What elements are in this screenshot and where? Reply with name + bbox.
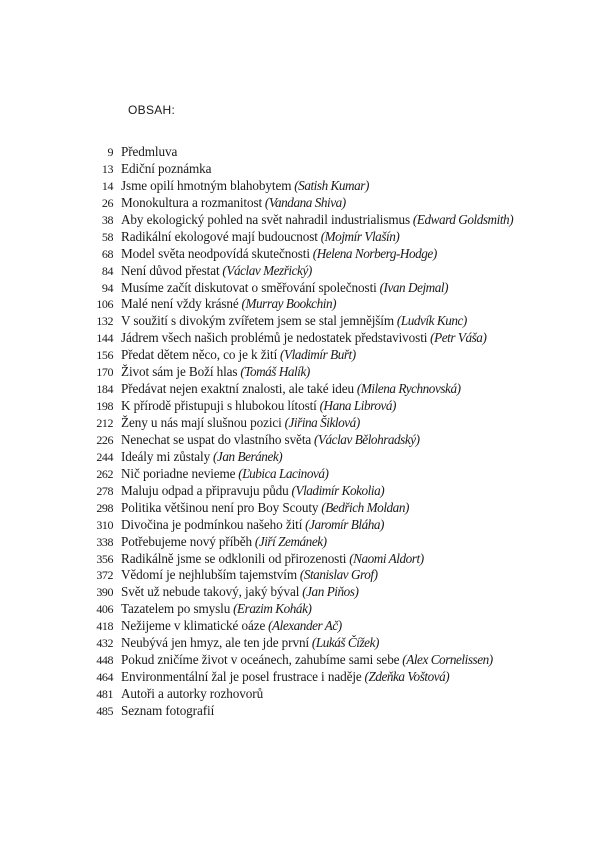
toc-author-open-paren: ( bbox=[427, 330, 435, 346]
toc-page-number: 184 bbox=[96, 382, 113, 397]
toc-author-close-paren: ) bbox=[395, 228, 400, 244]
toc-entry-title: Pokud zničíme život v oceánech, zahubíme sami sebe bbox=[121, 652, 400, 668]
toc-author-close-paren: ) bbox=[341, 194, 346, 210]
toc-author-open-paren: ( bbox=[262, 194, 269, 210]
toc-page-number: 338 bbox=[96, 534, 113, 549]
toc-entry bbox=[0, 246, 600, 263]
toc-author-close-paren: ) bbox=[392, 398, 396, 414]
toc-entry-title: Ediční poznámka bbox=[121, 160, 212, 176]
toc-entry-title: Potřebujeme nový příběh bbox=[121, 533, 253, 549]
toc-author-close-paren: ) bbox=[307, 601, 312, 617]
toc-entry bbox=[0, 161, 600, 178]
toc-entry bbox=[0, 551, 600, 568]
toc-entry-title: Politika většinou není pro Boy Scouty bbox=[121, 499, 319, 515]
toc-entry-title: Model světa neodpovídá skutečnosti bbox=[121, 245, 310, 261]
toc-page-number: 485 bbox=[96, 703, 113, 718]
toc-author-open-paren: ( bbox=[354, 381, 361, 397]
toc-entry-author: Satish Kumar bbox=[298, 177, 365, 193]
toc-page-number: 464 bbox=[96, 670, 113, 685]
toc-author-open-paren: ( bbox=[394, 313, 401, 329]
toc-author-open-paren: ( bbox=[265, 618, 273, 634]
toc-entry-title: Divočina je podmínkou našeho žití bbox=[121, 516, 303, 532]
toc-page-number: 9 bbox=[107, 145, 113, 159]
toc-entry-author: Helena Norberg-Hodge bbox=[316, 245, 433, 261]
toc-page-number: 278 bbox=[96, 483, 113, 498]
toc-entry-title: Monokultura a rozmanitost bbox=[121, 194, 263, 210]
toc-entry bbox=[0, 432, 600, 449]
toc-entry-author: Alex Cornelissen bbox=[406, 652, 489, 668]
toc-entry bbox=[0, 686, 600, 703]
toc-entry-title: Radikálně jsme se odklonili od přirozenosti bbox=[121, 550, 347, 566]
toc-entry bbox=[0, 313, 600, 330]
toc-entry bbox=[0, 229, 600, 246]
toc-entry bbox=[0, 584, 600, 601]
toc-heading: OBSAH: bbox=[128, 103, 176, 117]
toc-entry bbox=[0, 449, 600, 466]
toc-entry-author: Jiřina Šiklová bbox=[288, 415, 356, 430]
toc-entry bbox=[0, 483, 600, 500]
toc-entry-title: Svět už nebude takový, jaký býval bbox=[121, 584, 300, 600]
toc-entry bbox=[0, 703, 600, 720]
toc-author-close-paren: ) bbox=[415, 431, 420, 447]
toc-entry-author: Mojmír Vlašín bbox=[324, 228, 396, 244]
toc-author-close-paren: ) bbox=[444, 279, 449, 295]
toc-author-open-paren: ( bbox=[210, 448, 217, 464]
toc-entry bbox=[0, 669, 600, 686]
toc-entry-title: Malé není vždy krásné bbox=[121, 296, 239, 312]
toc-author-close-paren: ) bbox=[445, 669, 450, 685]
toc-page-number: 406 bbox=[96, 602, 113, 617]
toc-page-number: 14 bbox=[101, 178, 113, 193]
toc-author-close-paren: ) bbox=[373, 567, 378, 583]
toc-author-close-paren: ) bbox=[462, 313, 467, 329]
toc-author-close-paren: ) bbox=[380, 482, 385, 498]
toc-author-open-paren: ( bbox=[299, 584, 307, 600]
toc-author-open-paren: ( bbox=[291, 177, 299, 193]
toc-entry-title: Nič poriadne nevieme bbox=[121, 465, 236, 481]
toc-entry bbox=[0, 398, 600, 415]
toc-author-open-paren: ( bbox=[346, 550, 354, 566]
toc-author-open-paren: ( bbox=[252, 533, 259, 549]
toc-entry bbox=[0, 263, 600, 280]
toc-page-number: 106 bbox=[96, 297, 113, 312]
toc-author-close-paren: ) bbox=[488, 652, 493, 668]
toc-page-number: 390 bbox=[96, 585, 113, 600]
toc-entry-author: Vladimír Kokolia bbox=[295, 482, 381, 498]
toc-author-open-paren: ( bbox=[302, 516, 310, 532]
toc-entry-author: Stanislav Grof bbox=[303, 567, 374, 583]
toc-entry-author: Bedřich Moldan bbox=[325, 499, 405, 515]
toc-page-number: 144 bbox=[96, 331, 113, 346]
toc-author-open-paren: ( bbox=[318, 499, 326, 515]
toc-entry bbox=[0, 466, 600, 483]
toc-entry bbox=[0, 178, 600, 195]
toc-page-number: 13 bbox=[101, 161, 113, 176]
toc-entry-author: Jaromír Bláha bbox=[309, 516, 381, 532]
toc-author-close-paren: ) bbox=[351, 347, 356, 363]
toc-entry-title: Jsme opilí hmotným blahobytem bbox=[121, 177, 292, 193]
toc-entry-title: Předat dětem něco, co je k žití bbox=[121, 347, 278, 363]
toc-entry-author: Petr Váša bbox=[434, 330, 483, 346]
toc-entry-title: V soužití s divokým zvířetem jsem se stal jemnějším bbox=[121, 313, 395, 329]
toc-author-close-paren: ) bbox=[322, 533, 327, 549]
toc-entry-title: Jádrem všech našich problémů je nedostatek představivosti bbox=[121, 330, 428, 346]
toc-author-open-paren: ( bbox=[219, 262, 227, 278]
toc-entry bbox=[0, 500, 600, 517]
toc-entry bbox=[0, 212, 600, 229]
toc-entry-author: Hana Librová bbox=[323, 398, 393, 414]
toc-author-open-paren: ( bbox=[311, 431, 318, 447]
toc-entry-author: Naomi Aldort bbox=[353, 550, 420, 566]
toc-entry bbox=[0, 652, 600, 669]
toc-entry bbox=[0, 195, 600, 212]
toc-entry bbox=[0, 364, 600, 381]
toc-entry bbox=[0, 567, 600, 584]
toc-page-number: 262 bbox=[96, 466, 113, 481]
toc-author-open-paren: ( bbox=[309, 635, 316, 651]
toc-entry-author: Vandana Shiva bbox=[268, 194, 342, 210]
toc-entry-title: Ideály mi zůstaly bbox=[121, 448, 211, 464]
toc-entry-author: Jan Beránek bbox=[216, 448, 279, 464]
toc-entry-title: Musíme začít diskutovat o směřování společnosti bbox=[121, 279, 377, 295]
toc-page-number: 38 bbox=[101, 212, 113, 227]
toc-author-close-paren: ) bbox=[355, 415, 360, 430]
toc-entry bbox=[0, 381, 600, 398]
toc-author-close-paren: ) bbox=[305, 364, 310, 380]
toc-page-number: 432 bbox=[96, 636, 113, 651]
toc-author-open-paren: ( bbox=[230, 601, 238, 617]
toc-entry-title: Nežijeme v klimatické oáze bbox=[121, 618, 266, 634]
toc-entry-title: Maluju odpad a připravuju půdu bbox=[121, 482, 289, 498]
toc-page-number: 26 bbox=[101, 195, 113, 210]
toc-entry-title: Ženy u nás mají slušnou pozici bbox=[121, 415, 282, 430]
toc-entry bbox=[0, 347, 600, 364]
toc-page-number: 448 bbox=[96, 653, 113, 668]
toc-author-close-paren: ) bbox=[332, 296, 337, 312]
toc-author-open-paren: ( bbox=[376, 279, 384, 295]
toc-author-close-paren: ) bbox=[509, 211, 514, 227]
toc-author-open-paren: ( bbox=[317, 228, 325, 244]
toc-author-open-paren: ( bbox=[399, 652, 407, 668]
toc-entry-author: Milena Rychnovská bbox=[360, 381, 457, 397]
toc-entry-title: Tazatelem po smyslu bbox=[121, 601, 231, 617]
toc-author-open-paren: ( bbox=[238, 296, 246, 312]
toc-page-number: 226 bbox=[96, 432, 113, 447]
toc-author-open-paren: ( bbox=[235, 465, 243, 481]
toc-entry-title: Vědomí je nejhlubším tajemstvím bbox=[121, 567, 298, 583]
table-of-contents bbox=[0, 144, 600, 720]
toc-page-number: 372 bbox=[96, 568, 113, 583]
toc-entry-title: Předmluva bbox=[121, 144, 178, 159]
toc-author-open-paren: ( bbox=[410, 211, 417, 227]
toc-page-number: 212 bbox=[96, 416, 113, 430]
toc-entry bbox=[0, 144, 600, 161]
toc-page-number: 68 bbox=[101, 246, 113, 261]
toc-author-open-paren: ( bbox=[288, 482, 296, 498]
toc-author-close-paren: ) bbox=[404, 499, 409, 515]
toc-page-number: 58 bbox=[101, 229, 113, 244]
toc-entry bbox=[0, 280, 600, 297]
toc-page-number: 170 bbox=[96, 365, 113, 380]
toc-author-close-paren: ) bbox=[374, 635, 379, 651]
toc-author-open-paren: ( bbox=[237, 364, 245, 380]
toc-entry-author: Erazim Kohák bbox=[237, 601, 308, 617]
toc-entry-title: Autoři a autorky rozhovorů bbox=[121, 686, 264, 701]
toc-entry-title: Nenechat se uspat do vlastního světa bbox=[121, 431, 312, 447]
toc-entry-author: Ivan Dejmal bbox=[383, 279, 445, 295]
toc-page-number: 356 bbox=[96, 551, 113, 566]
toc-author-close-paren: ) bbox=[337, 618, 342, 634]
toc-entry bbox=[0, 415, 600, 432]
toc-author-close-paren: ) bbox=[419, 550, 424, 566]
toc-entry bbox=[0, 635, 600, 652]
toc-author-open-paren: ( bbox=[281, 415, 289, 430]
toc-author-open-paren: ( bbox=[316, 398, 324, 414]
toc-entry-title: Aby ekologický pohled na svět nahradil industrialismus bbox=[121, 211, 411, 227]
toc-author-close-paren: ) bbox=[456, 381, 461, 397]
toc-entry-author: Zdeňka Voštová bbox=[368, 669, 446, 685]
toc-entry-title: Neubývá jen hmyz, ale ten jde první bbox=[121, 635, 310, 651]
toc-author-close-paren: ) bbox=[354, 584, 359, 600]
toc-page-number: 94 bbox=[101, 280, 113, 295]
toc-entry-title: Seznam fotografií bbox=[121, 702, 215, 718]
toc-author-open-paren: ( bbox=[361, 669, 369, 685]
toc-page-number: 310 bbox=[96, 517, 113, 532]
toc-entry-author: Alexander Ač bbox=[272, 618, 338, 634]
toc-page-number: 418 bbox=[96, 619, 113, 634]
toc-entry-author: Vladimír Buřt bbox=[283, 347, 352, 363]
toc-entry bbox=[0, 534, 600, 551]
toc-author-open-paren: ( bbox=[277, 347, 284, 363]
toc-entry-author: Jiří Zemánek bbox=[258, 533, 323, 549]
toc-entry-title: Radikální ekologové mají budoucnost bbox=[121, 228, 318, 244]
toc-entry bbox=[0, 517, 600, 534]
toc-entry-author: Václav Mezřický bbox=[226, 262, 308, 278]
toc-author-close-paren: ) bbox=[432, 245, 437, 261]
toc-entry-author: Ľubica Lacinová bbox=[242, 465, 325, 481]
toc-page-number: 198 bbox=[96, 399, 113, 414]
toc-entry-author: Václav Bělohradský bbox=[317, 431, 416, 447]
toc-author-close-paren: ) bbox=[482, 330, 487, 346]
toc-entry bbox=[0, 618, 600, 635]
toc-page-number: 481 bbox=[96, 687, 113, 701]
toc-entry-author: Lukáš Čížek bbox=[315, 635, 375, 651]
toc-page-number: 298 bbox=[96, 500, 113, 515]
toc-author-close-paren: ) bbox=[364, 177, 369, 193]
toc-entry-title: Předávat nejen exaktní znalosti, ale také ideu bbox=[121, 381, 355, 397]
toc-entry-title: Není důvod přestat bbox=[121, 262, 220, 278]
toc-author-close-paren: ) bbox=[380, 516, 384, 532]
toc-page-number: 132 bbox=[96, 314, 113, 329]
toc-entry-author: Murray Bookchin bbox=[245, 296, 333, 312]
toc-page-number: 84 bbox=[101, 263, 113, 278]
toc-author-close-paren: ) bbox=[278, 448, 283, 464]
toc-entry-title: Život sám je Boží hlas bbox=[121, 364, 238, 380]
toc-entry-title: Environmentální žal je posel frustrace i naděje bbox=[121, 669, 362, 685]
toc-author-open-paren: ( bbox=[309, 245, 317, 261]
toc-entry-author: Jan Piňos bbox=[306, 584, 355, 600]
toc-entry bbox=[0, 296, 600, 313]
toc-entry bbox=[0, 601, 600, 618]
toc-entry-author: Tomáš Halík bbox=[244, 364, 306, 380]
toc-author-close-paren: ) bbox=[307, 262, 312, 278]
toc-entry-author: Ludvík Kunc bbox=[400, 313, 463, 329]
toc-entry-title: K přírodě přistupuji s hlubokou lítostí bbox=[121, 398, 317, 414]
toc-author-open-paren: ( bbox=[297, 567, 304, 583]
toc-page-number: 244 bbox=[96, 449, 113, 464]
toc-page-number: 156 bbox=[96, 348, 113, 363]
toc-entry-author: Edward Goldsmith bbox=[416, 211, 510, 227]
toc-author-close-paren: ) bbox=[324, 465, 329, 481]
toc-entry bbox=[0, 330, 600, 347]
